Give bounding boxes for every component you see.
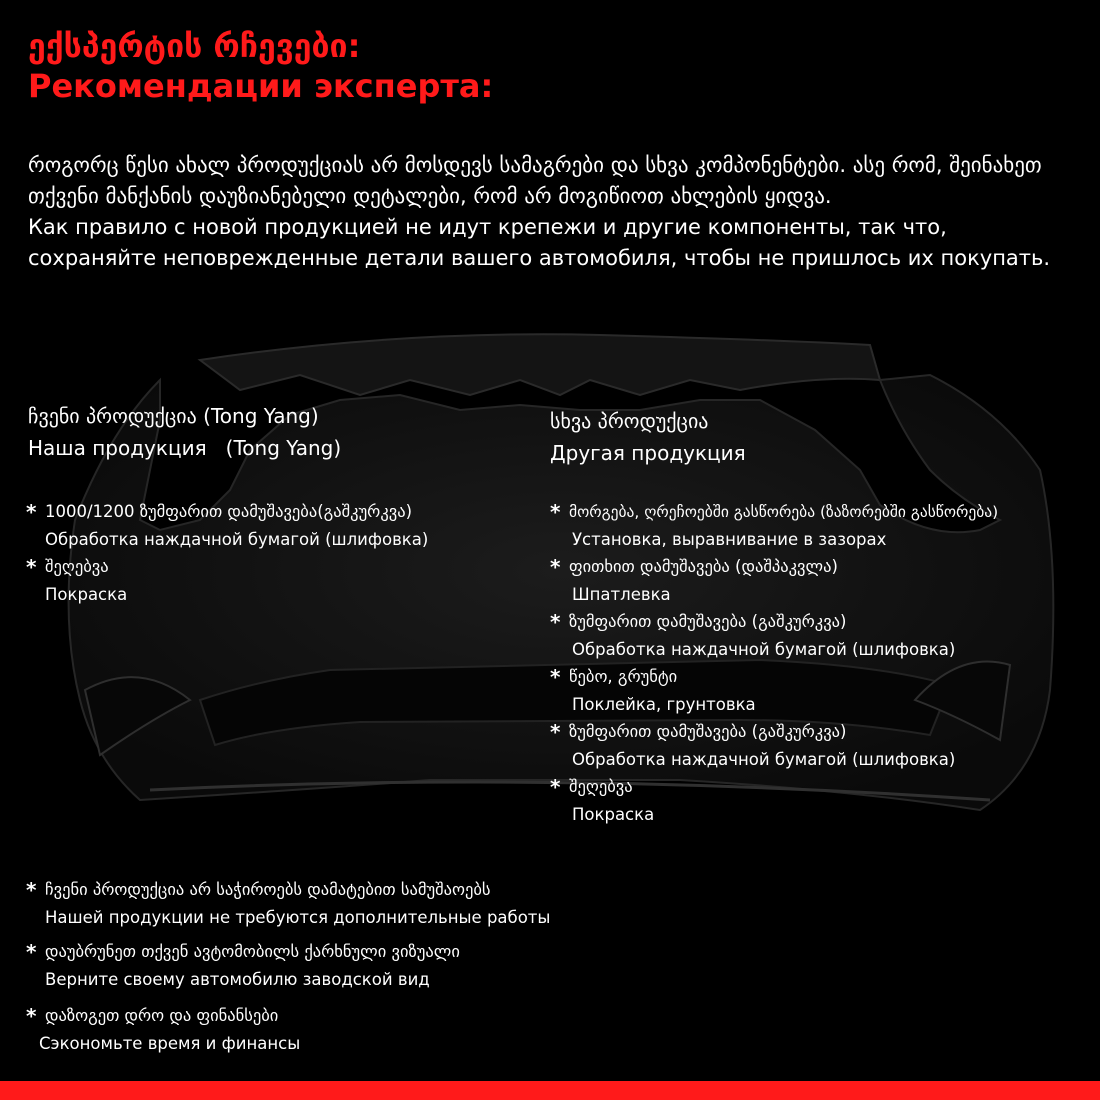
title-russian: Рекомендации эксперта: [28, 67, 494, 105]
other-product-heading [550, 405, 746, 469]
benefit-russian: Нашей продукции не требуются дополнительные работы [45, 908, 551, 927]
bullet-star: * [26, 940, 37, 964]
intro-text [28, 150, 1078, 274]
other-product-item [550, 498, 998, 553]
item-georgian: ზუმფარით დამუშავება (გაშკურკვა) [569, 722, 847, 741]
item-russian: Шпатлевка [572, 585, 671, 604]
benefit-georgian: დაუბრუნეთ თქვენ ავტომობილს ქარხნული ვიზუალი [45, 942, 460, 961]
bullet-star: * [26, 878, 37, 902]
bullet-star: * [550, 720, 561, 744]
benefit-item [26, 1002, 300, 1057]
intro-russian: Как правило с новой продукцией не идут крепежи и другие компоненты, так что, сохраняйте неповрежденные детали вашего автомобиля, чтобы не пришлось их покупать. [28, 215, 1051, 270]
our-product-heading-georgian: ჩვენი პროდუქცია (Tong Yang) [28, 404, 319, 428]
bumper-upper-frame [200, 334, 880, 395]
bullet-star: * [550, 555, 561, 579]
intro-georgian: როგორც წესი ახალ პროდუქციას არ მოსდევს სამაგრები და სხვა კომპონენტები. ასე რომ, შეინახეთ თქვენი მანქანის დაუზიანებელი დეტალები, რომ არ მოგიწიოთ ახლების ყიდვა. [28, 153, 1042, 208]
title-georgian: ექსპერტის რჩევები: [28, 27, 361, 65]
item-russian: Покраска [572, 805, 655, 824]
item-georgian: შეღებვა [45, 557, 109, 576]
our-product-heading [28, 400, 341, 464]
bullet-star: * [550, 610, 561, 634]
other-product-heading-russian: Другая продукция [550, 441, 746, 465]
item-georgian: წებო, გრუნტი [569, 667, 678, 686]
our-product-item [26, 553, 127, 608]
bottom-red-bar [0, 1081, 1100, 1100]
benefit-georgian: ჩვენი პროდუქცია არ საჭიროებს დამატებით სამუშაოებს [45, 880, 491, 899]
other-product-item [550, 553, 838, 608]
item-georgian: მორგება, ღრეჩოებში გასწორება (ზაზორებში გასწორება) [569, 503, 999, 521]
item-russian: Установка, выравнивание в зазорах [572, 530, 887, 549]
our-product-heading-russian: Наша продукция (Tong Yang) [28, 436, 342, 460]
benefit-russian: Сэкономьте время и финансы [39, 1034, 301, 1053]
item-russian: Поклейка, грунтовка [572, 695, 756, 714]
other-product-item [550, 773, 654, 828]
bullet-star: * [550, 775, 561, 799]
item-russian: Обработка наждачной бумагой (шлифовка) [45, 530, 429, 549]
our-product-item [26, 498, 428, 553]
benefit-russian: Верните своему автомобилю заводской вид [45, 970, 430, 989]
item-georgian: ფითხით დამუშავება (დაშპაკვლა) [569, 557, 838, 576]
bullet-star: * [26, 1004, 37, 1028]
item-georgian: შეღებვა [569, 777, 633, 796]
benefit-georgian: დაზოგეთ დრო და ფინანსები [45, 1006, 279, 1025]
bullet-star: * [26, 500, 37, 524]
other-product-item [550, 663, 756, 718]
bullet-star: * [26, 555, 37, 579]
item-russian: Покраска [45, 585, 128, 604]
item-georgian: 1000/1200 ზუმფარით დამუშავება(გაშკურკვა) [45, 502, 413, 521]
bullet-star: * [550, 665, 561, 689]
bullet-star: * [550, 500, 561, 524]
benefit-item [26, 876, 550, 931]
benefit-item [26, 938, 460, 993]
other-product-item [550, 718, 955, 773]
other-product-item [550, 608, 955, 663]
item-georgian: ზუმფარით დამუშავება (გაშკურკვა) [569, 612, 847, 631]
item-russian: Обработка наждачной бумагой (шлифовка) [572, 640, 956, 659]
other-product-heading-georgian: სხვა პროდუქცია [550, 409, 709, 433]
item-russian: Обработка наждачной бумагой (шлифовка) [572, 750, 956, 769]
